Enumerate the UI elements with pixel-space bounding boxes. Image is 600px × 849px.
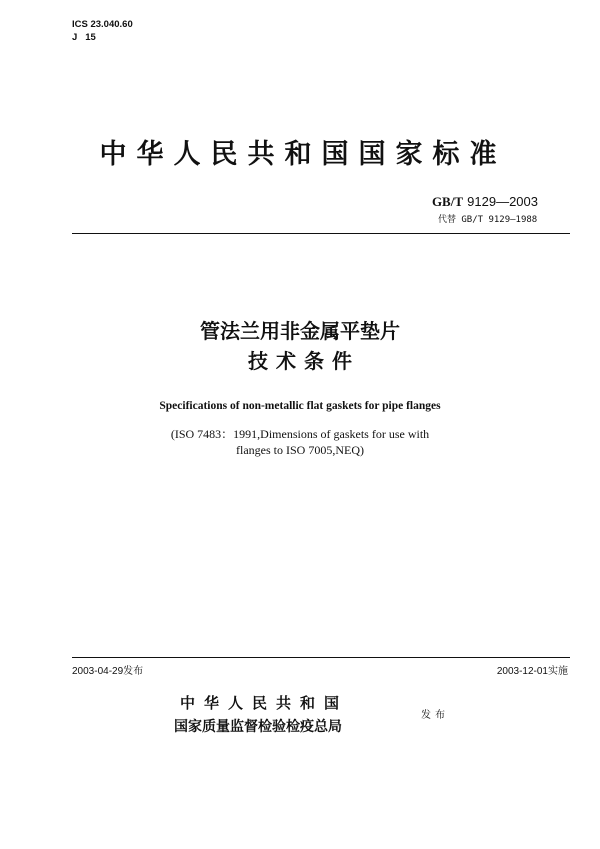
iso-reference-line1: (ISO 7483：1991,Dimensions of gaskets for use with [170, 427, 430, 441]
implementation-date: 2003-12-01实施 [496, 666, 568, 677]
publish-label: 发布 [421, 710, 449, 721]
national-standard-title: 中华人民共和国国家标准 [99, 139, 507, 170]
ics-code: ICS 23.040.60 [72, 19, 133, 30]
publisher-line1: 中华人民共和国 [180, 694, 349, 712]
bottom-divider [72, 657, 570, 658]
replaces-standard: 代替 GB/T 9129—1988 [437, 215, 538, 225]
top-divider [72, 233, 570, 234]
standard-code-prefix: GB/T [431, 194, 464, 209]
ccs-code: J 15 [72, 32, 96, 43]
standard-number [432, 194, 538, 210]
chinese-title [0, 316, 600, 376]
publisher-line2: 国家质量监督检验检疫总局 [174, 719, 342, 735]
standard-code-number: 9129—2003 [467, 194, 538, 209]
issue-date: 2003-04-29发布 [72, 666, 144, 677]
standard-number-block [432, 194, 538, 225]
iso-reference [0, 426, 600, 458]
iso-reference-line2: flanges to ISO 7005,NEQ) [236, 443, 364, 457]
english-title: Specifications of non-metallic flat gaskets for pipe flanges [159, 400, 441, 412]
chinese-title-line2: 技术条件 [248, 349, 360, 373]
chinese-title-line1: 管法兰用非金属平垫片 [200, 319, 400, 343]
classification-codes [72, 18, 133, 44]
publisher [174, 692, 348, 736]
